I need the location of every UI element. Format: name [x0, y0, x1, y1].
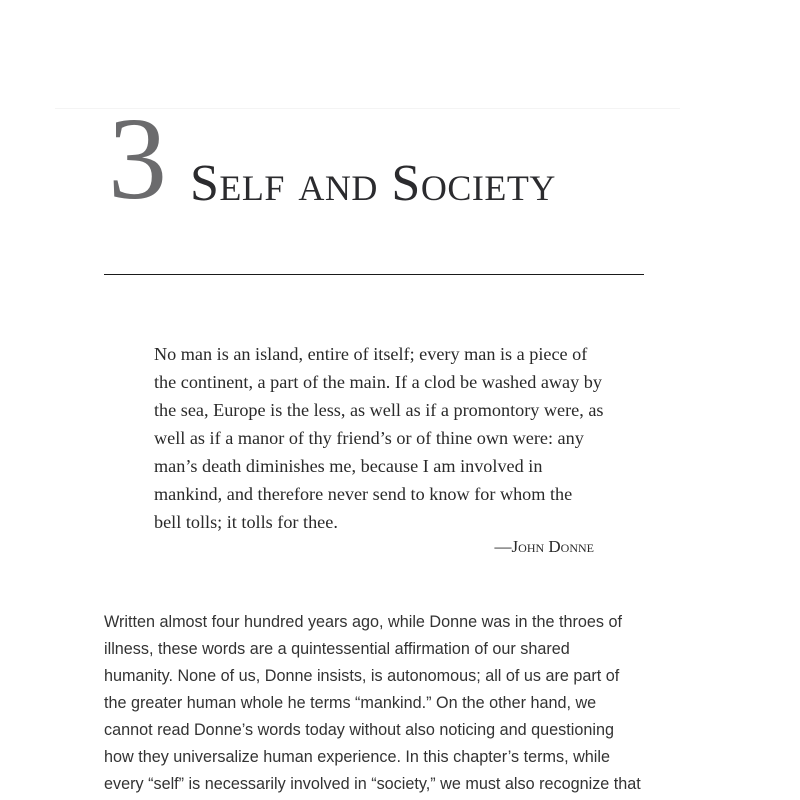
- epigraph-attribution: —John Donne: [494, 537, 594, 556]
- title-divider: [104, 274, 644, 275]
- epigraph-line: mankind, and therefore never send to know for whom the: [154, 484, 573, 504]
- body-line: cannot read Donne’s words today without also noticing and questioning: [104, 721, 614, 739]
- body-line: the greater human whole he terms “mankind.” On the other hand, we: [104, 694, 597, 712]
- epigraph-quote: [154, 340, 604, 536]
- epigraph-line: well as if a manor of thy friend’s or of thine own were: any: [154, 428, 584, 448]
- body-line: illness, these words are a quintessential affirmation of our shared: [104, 640, 570, 658]
- epigraph-line: bell tolls; it tolls for thee.: [154, 512, 338, 532]
- body-paragraph: [104, 609, 664, 798]
- body-line: Written almost four hundred years ago, while Donne was in the throes of: [104, 613, 622, 631]
- epigraph-line: No man is an island, entire of itself; every man is a piece of: [154, 344, 588, 364]
- body-line: how they universalize human experience. In this chapter’s terms, while: [104, 748, 610, 766]
- body-line: every “self” is necessarily involved in “society,” we must also recognize that: [104, 775, 641, 793]
- body-line: humanity. None of us, Donne insists, is autonomous; all of us are part of: [104, 667, 620, 685]
- chapter-number: 3: [108, 93, 167, 224]
- epigraph-line: man’s death diminishes me, because I am involved in: [154, 456, 543, 476]
- chapter-title: Self and Society: [190, 155, 556, 212]
- epigraph-line: the sea, Europe is the less, as well as if a promontory were, as: [154, 400, 604, 420]
- epigraph-line: the continent, a part of the main. If a clod be washed away by: [154, 372, 602, 392]
